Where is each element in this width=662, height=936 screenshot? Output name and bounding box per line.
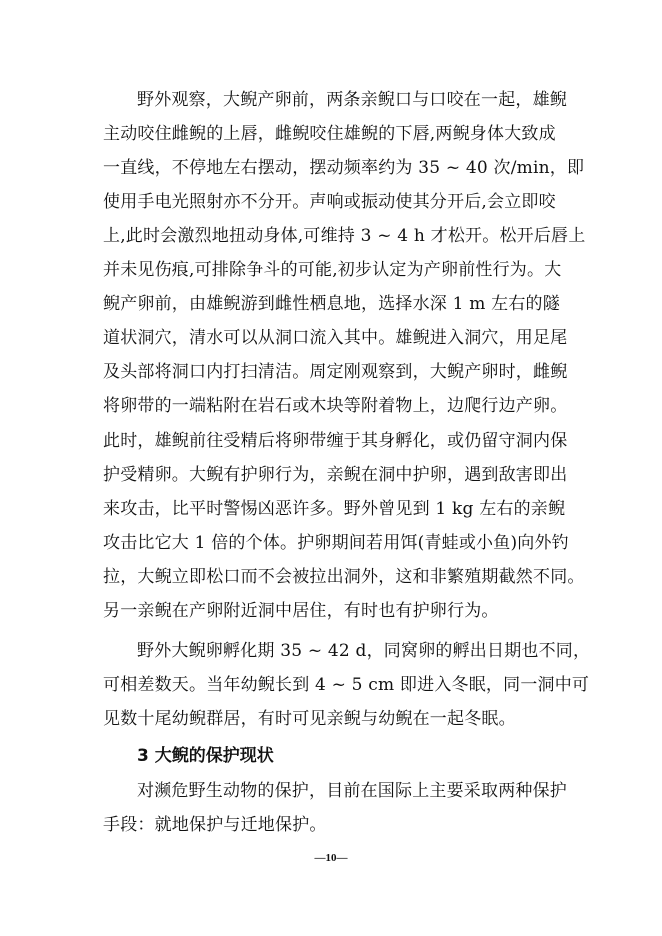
paragraph-1-line-16: 另一亲鲵在产卵附近洞中居住，有时也有护卵行为。: [103, 601, 499, 621]
paragraph-1-line-10: 将卵带的一端粘附在岩石或木块等附着物上，边爬行边产卵。: [103, 396, 568, 416]
paragraph-1-line-1: 野外观察，大鲵产卵前，两条亲鲵口与口咬在一起，雄鲵: [137, 90, 567, 110]
paragraph-1-line-7: 鲵产卵前，由雄鲵游到雌性栖息地，选择水深 1 m 左右的隧: [103, 294, 560, 314]
paragraph-1-line-4: 使用手电光照射亦不分开。声响或振动使其分开后,会立即咬: [103, 192, 556, 212]
paragraph-1-line-14: 攻击比它大 1 倍的个体。护卵期间若用饵(青蛙或小鱼)向外钓: [103, 533, 569, 553]
page-number: —10—: [314, 852, 348, 864]
paragraph-1-line-13: 来攻击，比平时警惕凶恶许多。野外曾见到 1 kg 左右的亲鲵: [103, 499, 566, 519]
paragraph-2-line-1: 野外大鲵卵孵化期 35 ~ 42 d，同窝卵的孵出日期也不同，: [137, 641, 591, 661]
paragraph-2-line-2: 可相差数天。当年幼鲵长到 4 ~ 5 cm 即进入冬眠，同一洞中可: [103, 675, 590, 695]
paragraph-3-line-1: 对濒危野生动物的保护，目前在国际上主要采取两种保护: [137, 781, 567, 801]
paragraph-1-line-6: 并未见伤痕,可排除争斗的可能,初步认定为产卵前性行为。大: [103, 260, 562, 280]
section-heading: 3 大鲵的保护现状: [137, 746, 274, 766]
paragraph-1-line-12: 护受精卵。大鲵有护卵行为，亲鲵在洞中护卵，遇到敌害即出: [103, 465, 568, 485]
paragraph-1-line-11: 此时，雄鲵前往受精后将卵带缠于其身孵化，或仍留守洞内保: [103, 431, 568, 451]
paragraph-1-line-5: 上,此时会激烈地扭动身体,可维持 3 ~ 4 h 才松开。松开后唇上: [103, 226, 586, 246]
paragraph-1-line-2: 主动咬住雌鲵的上唇，雌鲵咬住雄鲵的下唇,两鲵身体大致成: [103, 124, 556, 144]
paragraph-1-line-9: 及头部将洞口内打扫清洁。周定刚观察到，大鲵产卵时，雌鲵: [103, 362, 568, 382]
paragraph-1-line-3: 一直线，不停地左右摆动，摆动频率约为 35 ~ 40 次/min，即: [103, 158, 585, 178]
paragraph-2-line-3: 见数十尾幼鲵群居，有时可见亲鲵与幼鲵在一起冬眠。: [103, 709, 516, 729]
paragraph-1-line-15: 拉，大鲵立即松口而不会被拉出洞外，这和非繁殖期截然不同。: [103, 567, 585, 587]
paragraph-1-line-8: 道状洞穴，清水可以从洞口流入其中。雄鲵进入洞穴，用足尾: [103, 328, 568, 348]
paragraph-3-line-2: 手段：就地保护与迁地保护。: [103, 815, 327, 835]
